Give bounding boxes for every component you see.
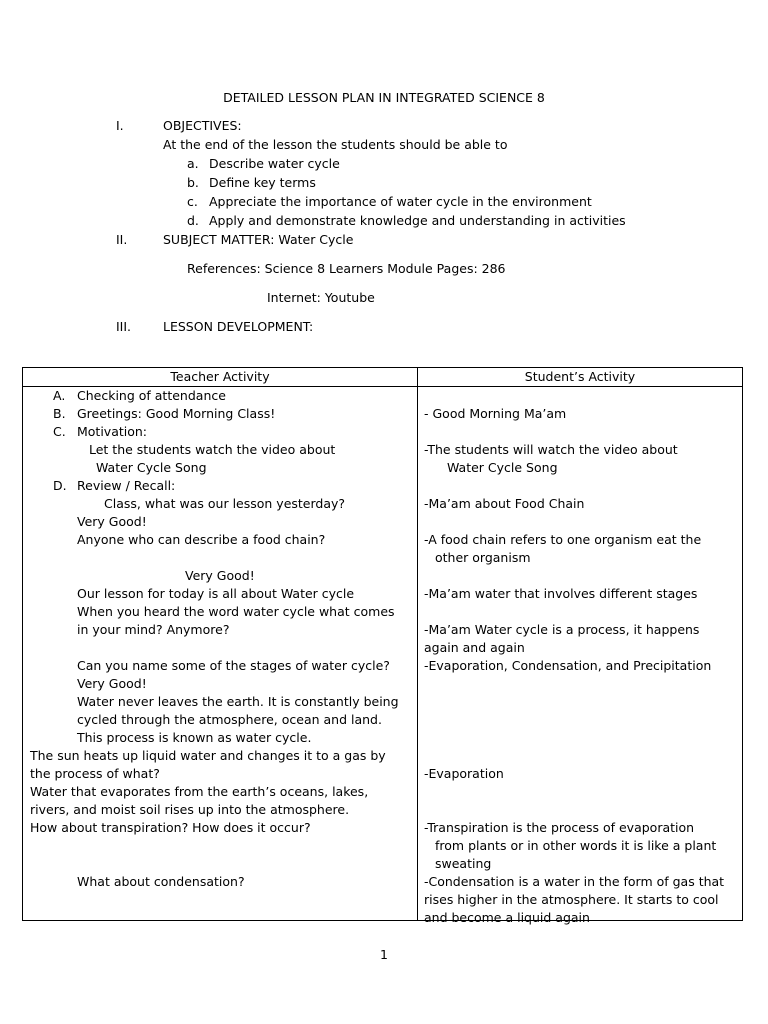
lesson-development-heading: LESSON DEVELOPMENT:	[163, 319, 314, 334]
lesson-table	[22, 367, 743, 925]
student-line: from plants or in other words it is like a plant	[435, 838, 717, 853]
student-line: - Good Morning Ma’am	[424, 406, 567, 421]
document-title: DETAILED LESSON PLAN IN INTEGRATED SCIENCE 8	[223, 90, 545, 105]
teacher-line: Water never leaves the earth. It is constantly being	[77, 694, 399, 709]
student-line: other organism	[435, 550, 531, 565]
teacher-line: Motivation:	[77, 424, 148, 439]
internet-line: Internet: Youtube	[267, 290, 375, 305]
teacher-line: Can you name some of the stages of water cycle?	[77, 658, 390, 673]
student-line: rises higher in the atmosphere. It starts to cool	[424, 892, 719, 907]
teacher-line: in your mind? Anymore?	[77, 622, 230, 637]
subject-matter-heading: SUBJECT MATTER: Water Cycle	[163, 232, 354, 247]
teacher-line: Very Good!	[77, 676, 147, 691]
teacher-line: When you heard the word water cycle what comes	[77, 604, 395, 619]
objective-text: Describe water cycle	[209, 156, 340, 171]
teacher-line: Very Good!	[185, 568, 255, 583]
teacher-line: Greetings: Good Morning Class!	[77, 406, 276, 421]
student-line: -Evaporation	[424, 766, 504, 781]
teacher-line: Anyone who can describe a food chain?	[77, 532, 326, 547]
student-line: -Evaporation, Condensation, and Precipitation	[424, 658, 712, 673]
student-line: -Condensation is a water in the form of gas that	[424, 874, 725, 889]
teacher-line: How about transpiration? How does it occur?	[30, 820, 311, 835]
subject-matter-numeral: II.	[116, 232, 128, 247]
lesson-development-numeral: III.	[116, 319, 132, 334]
student-line: -Ma’am about Food Chain	[424, 496, 585, 511]
list-letter: C.	[53, 424, 66, 439]
teacher-activity-cell	[23, 387, 418, 921]
student-activity-cell	[418, 387, 743, 925]
student-line: again and again	[424, 640, 525, 655]
teacher-line: the process of what?	[30, 766, 160, 781]
table-row	[23, 387, 743, 921]
objectives-heading: OBJECTIVES:	[163, 118, 242, 133]
student-line: -Transpiration is the process of evaporation	[424, 820, 695, 835]
objective-text: Define key terms	[209, 175, 316, 190]
teacher-line: cycled through the atmosphere, ocean and land.	[77, 712, 382, 727]
references-line: References: Science 8 Learners Module Pages: 286	[187, 261, 506, 276]
student-line: and become a liquid again	[424, 910, 590, 925]
objective-letter: d.	[187, 213, 199, 228]
objective-letter: b.	[187, 175, 199, 190]
list-letter: A.	[53, 388, 66, 403]
teacher-line: rivers, and moist soil rises up into the atmosphere.	[30, 802, 350, 817]
objective-letter: c.	[187, 194, 198, 209]
teacher-line: Checking of attendance	[77, 388, 226, 403]
teacher-line: Review / Recall:	[77, 478, 176, 493]
list-letter: D.	[53, 478, 67, 493]
objectives-numeral: I.	[116, 118, 124, 133]
student-line: -Ma’am Water cycle is a process, it happens	[424, 622, 700, 637]
teacher-line: Our lesson for today is all about Water cycle	[77, 586, 355, 601]
table-header-row	[23, 368, 743, 387]
teacher-line: Water Cycle Song	[96, 460, 207, 475]
student-line: -A food chain refers to one organism eat the	[424, 532, 702, 547]
student-line: Water Cycle Song	[447, 460, 558, 475]
teacher-line: This process is known as water cycle.	[77, 730, 312, 745]
objective-letter: a.	[187, 156, 199, 171]
teacher-line: Water that evaporates from the earth’s oceans, lakes,	[30, 784, 369, 799]
objectives-intro: At the end of the lesson the students should be able to	[163, 137, 508, 152]
student-line: -The students will watch the video about	[424, 442, 678, 457]
teacher-line: Very Good!	[77, 514, 147, 529]
objective-text: Apply and demonstrate knowledge and understanding in activities	[209, 213, 626, 228]
teacher-line: Class, what was our lesson yesterday?	[104, 496, 346, 511]
page-number: 1	[380, 947, 388, 962]
objective-text: Appreciate the importance of water cycle in the environment	[209, 194, 592, 209]
student-line: -Ma’am water that involves different stages	[424, 586, 698, 601]
student-activity-header: Student’s Activity	[418, 368, 743, 387]
teacher-line: What about condensation?	[77, 874, 245, 889]
teacher-activity-header: Teacher Activity	[23, 368, 418, 387]
list-letter: B.	[53, 406, 66, 421]
teacher-line: Let the students watch the video about	[89, 442, 336, 457]
teacher-line: The sun heats up liquid water and changes it to a gas by	[30, 748, 386, 763]
student-line: sweating	[435, 856, 492, 871]
